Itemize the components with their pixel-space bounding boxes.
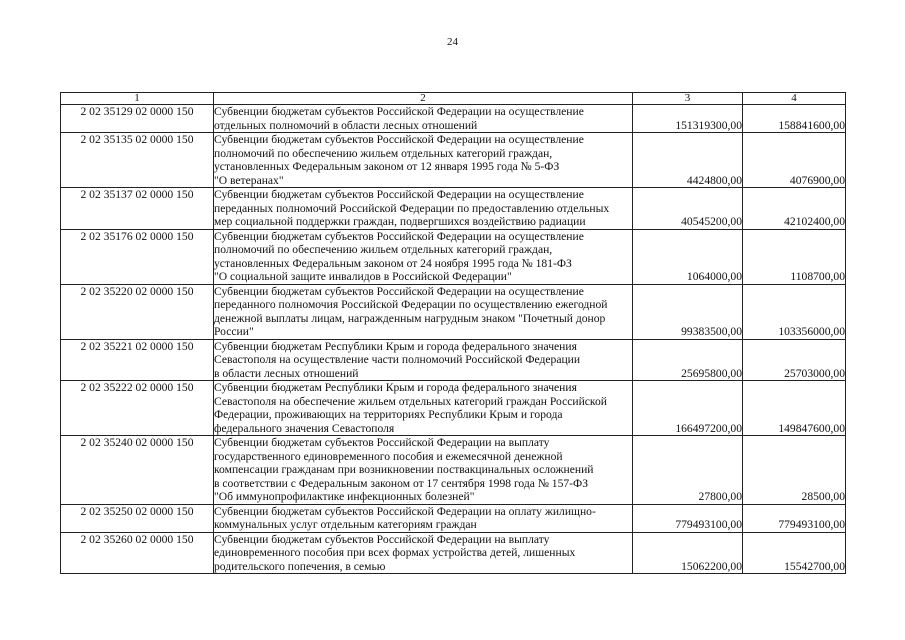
description-line: установленных Федеральным законом от 12 января 1995 года № 5-ФЗ — [214, 160, 560, 173]
table-row — [61, 436, 846, 505]
description-line: родительского попечения, в семью — [214, 559, 386, 573]
description-line: Федерации, проживающих на территориях Республики Крым и города — [214, 408, 563, 421]
description-cell — [214, 532, 633, 574]
description-cell — [214, 436, 633, 505]
amount-cell-col3: 25695800,00 — [633, 339, 743, 381]
table-row — [61, 339, 846, 381]
description-line: в области лесных отношений — [214, 366, 359, 380]
description-line: федерального значения Севастополя — [214, 421, 395, 435]
description-line: единовременного пособия при всех формах устройства детей, лишенных — [214, 546, 576, 559]
table-row — [61, 504, 846, 532]
table-row — [61, 381, 846, 436]
description-line: Субвенции бюджетам субъектов Российской Федерации на выплату — [214, 532, 550, 546]
description-line: Субвенции бюджетам Республики Крым и города федерального значения — [214, 381, 577, 394]
table-row — [61, 284, 846, 339]
amount-cell-col3: 166497200,00 — [633, 381, 743, 436]
description-line: мер социальной поддержки граждан, подвергшихся воздействию радиации — [214, 215, 586, 228]
column-number-1: 1 — [61, 93, 214, 105]
column-number-4: 4 — [743, 93, 846, 105]
budget-table — [60, 92, 846, 574]
amount-cell-col4: 103356000,00 — [743, 284, 846, 339]
budget-code-cell: 2 02 35135 02 0000 150 — [61, 133, 214, 188]
description-line: Субвенции бюджетам субъектов Российской Федерации на оплату жилищно- — [214, 504, 596, 518]
amount-cell-col3: 99383500,00 — [633, 284, 743, 339]
description-cell — [214, 188, 633, 230]
description-cell — [214, 229, 633, 284]
amount-cell-col3: 15062200,00 — [633, 532, 743, 574]
description-line: полномочий по обеспечению жильем отдельных категорий граждан, — [214, 243, 553, 256]
description-line: Субвенции бюджетам субъектов Российской Федерации на осуществление — [214, 133, 584, 146]
budget-code-cell: 2 02 35240 02 0000 150 — [61, 436, 214, 505]
description-line: Севастополя на осуществление части полномочий Российской Федерации — [214, 353, 581, 366]
budget-code-cell: 2 02 35129 02 0000 150 — [61, 105, 214, 133]
table-body — [61, 105, 846, 574]
description-line: компенсации гражданам при возникновении поствакцинальных осложнений — [214, 463, 594, 476]
amount-cell-col3: 779493100,00 — [633, 504, 743, 532]
description-line: коммунальных услуг отдельным категориям граждан — [214, 518, 477, 531]
description-line: переданного полномочия Российской Федерации по осуществлению ежегодной — [214, 298, 608, 311]
column-number-2: 2 — [214, 93, 633, 105]
description-cell — [214, 133, 633, 188]
amount-cell-col4: 1108700,00 — [743, 229, 846, 284]
description-line: Субвенции бюджетам субъектов Российской Федерации на осуществление — [214, 188, 584, 201]
amount-cell-col4: 158841600,00 — [743, 105, 846, 133]
budget-code-cell: 2 02 35137 02 0000 150 — [61, 188, 214, 230]
description-cell — [214, 504, 633, 532]
description-line: Субвенции бюджетам субъектов Российской Федерации на осуществление — [214, 105, 584, 118]
amount-cell-col3: 151319300,00 — [633, 105, 743, 133]
amount-cell-col3: 4424800,00 — [633, 133, 743, 188]
description-line: отдельных полномочий в области лесных отношений — [214, 118, 478, 132]
description-line: Субвенции бюджетам Республики Крым и города федерального значения — [214, 339, 577, 353]
description-line: переданных полномочий Российской Федерации по предоставлению отдельных — [214, 201, 610, 215]
budget-code-cell: 2 02 35260 02 0000 150 — [61, 532, 214, 574]
description-line: Севастополя на обеспечение жильем отдельных категорий граждан Российской — [214, 394, 607, 408]
table-row — [61, 229, 846, 284]
amount-cell-col4: 42102400,00 — [743, 188, 846, 230]
amount-cell-col4: 28500,00 — [743, 436, 846, 505]
description-line: "О ветеранах" — [214, 173, 284, 187]
description-line: Субвенции бюджетам субъектов Российской Федерации на выплату — [214, 436, 550, 449]
description-line: полномочий по обеспечению жильем отдельных категорий граждан, — [214, 146, 553, 160]
description-line: России" — [214, 325, 254, 338]
table-row — [61, 133, 846, 188]
column-number-3: 3 — [633, 93, 743, 105]
description-line: "Об иммунопрофилактике инфекционных болезней" — [214, 490, 475, 503]
table-row — [61, 532, 846, 574]
amount-cell-col4: 779493100,00 — [743, 504, 846, 532]
table-row — [61, 105, 846, 133]
amount-cell-col4: 149847600,00 — [743, 381, 846, 436]
description-line: Субвенции бюджетам субъектов Российской Федерации на осуществление — [214, 284, 584, 298]
amount-cell-col4: 4076900,00 — [743, 133, 846, 188]
description-cell — [214, 381, 633, 436]
table-row — [61, 188, 846, 230]
description-line: установленных Федеральным законом от 24 ноября 1995 года № 181-ФЗ — [214, 256, 572, 270]
description-line: государственного единовременного пособия и ежемесячной денежной — [214, 449, 563, 463]
amount-cell-col3: 1064000,00 — [633, 229, 743, 284]
budget-code-cell: 2 02 35176 02 0000 150 — [61, 229, 214, 284]
header-row — [61, 93, 846, 105]
description-line: "О социальной защите инвалидов в Российской Федерации" — [214, 270, 512, 283]
amount-cell-col3: 40545200,00 — [633, 188, 743, 230]
amount-cell-col3: 27800,00 — [633, 436, 743, 505]
description-cell — [214, 284, 633, 339]
description-cell — [214, 105, 633, 133]
table-header — [61, 93, 846, 105]
budget-code-cell: 2 02 35250 02 0000 150 — [61, 504, 214, 532]
amount-cell-col4: 15542700,00 — [743, 532, 846, 574]
description-line: в соответствии с Федеральным законом от 17 сентября 1998 года № 157-ФЗ — [214, 476, 588, 490]
description-line: Субвенции бюджетам субъектов Российской Федерации на осуществление — [214, 229, 584, 243]
description-line: денежной выплаты лицам, награжденным нагрудным знаком "Почетный донор — [214, 311, 606, 325]
description-cell — [214, 339, 633, 381]
page-number: 24 — [447, 36, 458, 48]
budget-code-cell: 2 02 35222 02 0000 150 — [61, 381, 214, 436]
amount-cell-col4: 25703000,00 — [743, 339, 846, 381]
budget-code-cell: 2 02 35221 02 0000 150 — [61, 339, 214, 381]
budget-code-cell: 2 02 35220 02 0000 150 — [61, 284, 214, 339]
